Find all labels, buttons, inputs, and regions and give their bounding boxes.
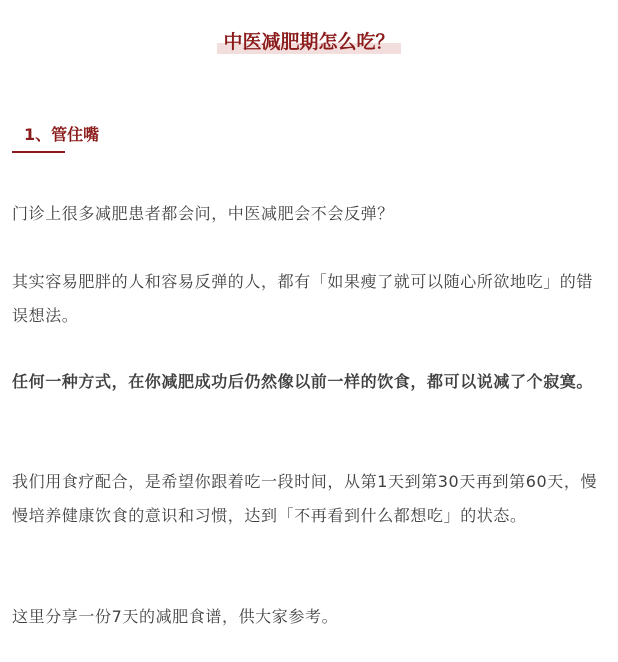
paragraph-diet-therapy: 我们用食疗配合，是希望你跟着吃一段时间，从第1天到第30天再到第60天，慢慢培养健康饮食的意识和习惯，达到「不再看到什么都想吃」的状态。 — [12, 472, 598, 525]
paragraph-misconception: 其实容易肥胖的人和容易反弹的人，都有「如果瘦了就可以随心所欲地吃」的错误想法。 — [12, 272, 594, 325]
section-underline — [12, 151, 65, 153]
section-title: 1、管住嘴 — [24, 125, 100, 144]
section-heading — [12, 124, 99, 153]
paragraph-question: 门诊上很多减肥患者都会问，中医减肥会不会反弹？ — [12, 204, 394, 223]
title-container — [0, 30, 618, 54]
article-title: 中医减肥期怎么吃？ — [217, 30, 400, 54]
paragraph-emphasis: 任何一种方式，在你减肥成功后仍然像以前一样的饮食，都可以说减了个寂寞。 — [12, 372, 594, 391]
paragraph-recipe-intro: 这里分享一份7天的减肥食谱，供大家参考。 — [12, 607, 339, 626]
